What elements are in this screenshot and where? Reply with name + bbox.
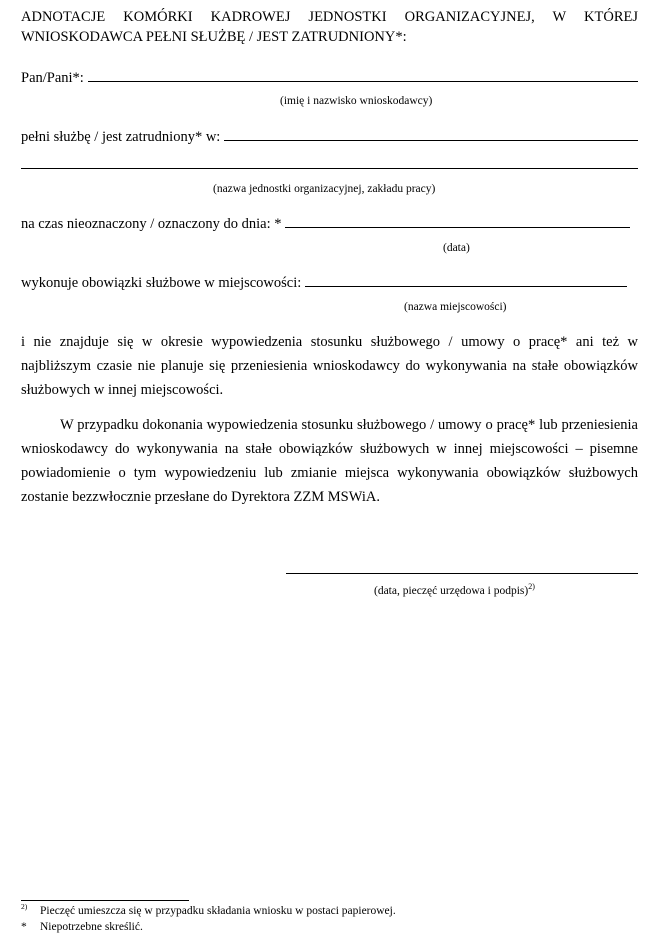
period-input-line[interactable]	[285, 215, 630, 228]
footnote-asterisk-mark: *	[21, 921, 27, 933]
period-label: na czas nieoznaczony / oznaczony do dnia: *	[21, 216, 282, 232]
name-field	[21, 69, 638, 87]
period-caption: (data)	[443, 242, 470, 254]
footnote-2-mark: 2)	[21, 902, 28, 912]
declaration-paragraph: i nie znajduje się w okresie wypowiedzenia stosunku służbowego / umowy o pracę* ani też w najbliższym czasie nie planuje się przeniesienia wnioskodawcy do wykonywania na stałe obowiązków służbowych w innej miejscowości.	[21, 334, 638, 398]
unit-field	[21, 128, 638, 146]
heading-line-1: ADNOTACJE KOMÓRKI KADROWEJ JEDNOSTKI ORGANIZACYJNEJ, W KTÓREJ	[21, 9, 638, 25]
signature-caption	[374, 584, 535, 598]
unit-label: pełni służbę / jest zatrudniony* w:	[21, 129, 221, 145]
footnote-2	[21, 904, 396, 918]
footnote-asterisk	[21, 920, 143, 934]
signature-caption-text: (data, pieczęć urzędowa i podpis)	[374, 585, 529, 597]
place-input-line[interactable]	[305, 274, 627, 287]
period-field	[21, 215, 630, 233]
place-field	[21, 274, 627, 292]
heading-line-2: WNIOSKODAWCA PEŁNI SŁUŻBĘ / JEST ZATRUDNIONY*:	[21, 29, 407, 45]
place-caption: (nazwa miejscowości)	[404, 301, 507, 313]
name-caption: (imię i nazwisko wnioskodawcy)	[280, 95, 433, 107]
signature-footnote-ref: 2)	[528, 582, 535, 592]
footnote-separator	[21, 900, 189, 901]
unit-input-line[interactable]	[224, 128, 638, 141]
footnote-asterisk-text: Niepotrzebne skreślić.	[40, 921, 143, 933]
form-heading	[21, 7, 638, 47]
place-label: wykonuje obowiązki służbowe w miejscowości:	[21, 275, 302, 291]
name-label: Pan/Pani*:	[21, 70, 84, 86]
signature-line[interactable]	[286, 573, 638, 574]
footnote-2-text: Pieczęć umieszcza się w przypadku składania wniosku w postaci papierowej.	[40, 905, 396, 917]
notification-paragraph: W przypadku dokonania wypowiedzenia stosunku służbowego / umowy o pracę* lub przeniesienia wnioskodawcy do wykonywania na stałe obowiązków służbowych w innej miejscowości – pisemne powiadomienie o tym wypowiedzeniu lub zmianie miejsca wykonywania obowiązków służbowych zostanie bezzwłocznie przesłane do Dyrektora ZZM MSWiA.	[21, 417, 638, 505]
unit-caption: (nazwa jednostki organizacyjnej, zakładu pracy)	[213, 183, 436, 195]
name-input-line[interactable]	[88, 69, 638, 82]
unit-input-line-2[interactable]	[21, 168, 638, 169]
